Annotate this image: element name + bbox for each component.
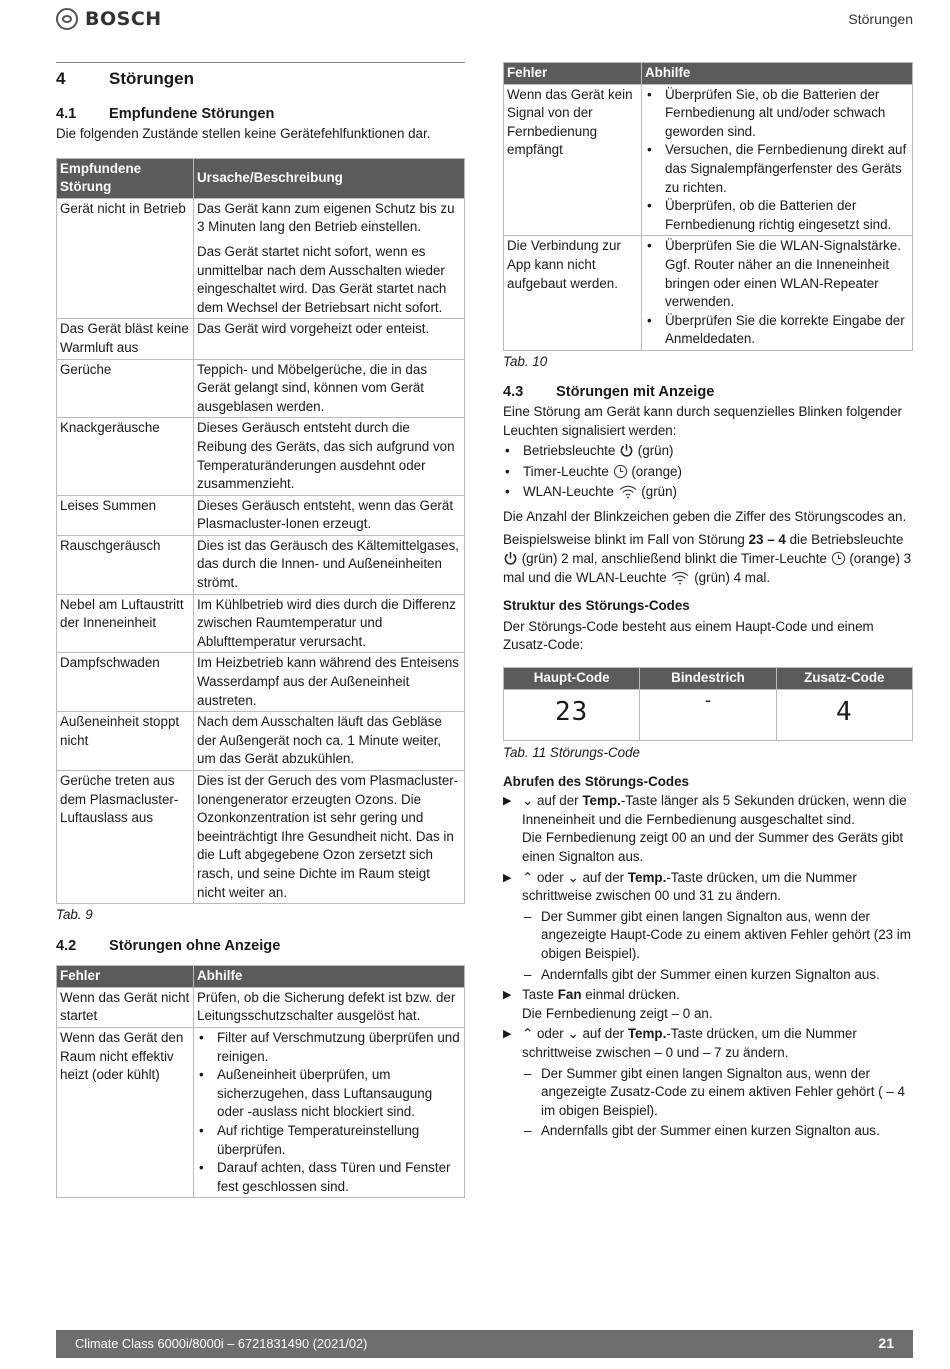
- table-row: [57, 653, 465, 712]
- table-row: [57, 1027, 465, 1197]
- structure-heading: Struktur des Störungs-Codes: [503, 598, 690, 614]
- step-text: -Taste drücken, um die Nummer schrittweise zwischen – 0 und – 7 zu ändern.: [522, 1026, 857, 1060]
- hyphen-cell: [640, 689, 776, 740]
- list-item: – Der Summer gibt einen langen Signalton aus, wenn der angezeigte Zusatz-Code zu einem aktiven Fehler gehört ( – 4 im obigen Beispiel).: [522, 1065, 913, 1121]
- fault-cell: Dampfschwaden: [57, 653, 194, 712]
- list-item: [503, 483, 913, 502]
- retrieve-heading: Abrufen des Störungs-Codes: [503, 773, 689, 789]
- fault-cell: Gerät nicht in Betrieb: [57, 198, 194, 319]
- fault-cell: Knackgeräusche: [57, 418, 194, 495]
- column-header: Fehler: [504, 63, 642, 85]
- column-header: Bindestrich: [640, 668, 776, 690]
- cause-text: Das Gerät startet nicht sofort, wenn es unmittelbar nach dem Ausschalten wieder eingeschaltet wird. Das Gerät startet nach dem Wechsel der Betriebsart nicht sofort.: [197, 243, 447, 315]
- chevron-down-icon: ⌄: [567, 869, 579, 885]
- table-row: [504, 84, 913, 236]
- bosch-armature-icon: [56, 8, 78, 30]
- remedy-list: [197, 1029, 461, 1196]
- column-header: Haupt-Code: [504, 668, 640, 690]
- wifi-icon: [670, 570, 690, 585]
- step-result: Die Fernbedienung zeigt – 0 an.: [522, 1005, 713, 1021]
- step-text: Taste: [522, 987, 558, 1003]
- section-intro: Eine Störung am Gerät kann durch sequenzielles Blinken folgender Leuchten signalisiert werden:: [503, 403, 902, 438]
- table-row: [57, 495, 465, 535]
- column-header: Fehler: [57, 966, 194, 988]
- fault-cell: Gerüche treten aus dem Plasmacluster-Luftauslass aus: [57, 771, 194, 904]
- chapter-title: Störungen: [109, 69, 194, 88]
- remedy-list: [645, 86, 909, 235]
- example-part: die Betriebsleuchte: [785, 532, 904, 548]
- list-item: • Auf richtige Temperatureinstellung überprüfen.: [197, 1122, 461, 1159]
- section-number: 4.3: [503, 383, 524, 400]
- example-part: Beispielsweise blinkt im Fall von Störung: [503, 532, 749, 548]
- example-part: (grün) 4 mal.: [690, 569, 771, 585]
- wifi-icon: [618, 484, 638, 499]
- column-header: Zusatz-Code: [776, 668, 912, 690]
- example-part: (orange) 3 mal und die WLAN-Leuchte: [503, 551, 912, 585]
- list-item: • Filter auf Verschmutzung überprüfen und reinigen.: [197, 1029, 461, 1066]
- faults-without-display-table: [56, 965, 465, 1198]
- section-title: Störungen: [848, 11, 913, 27]
- table-row: [57, 594, 465, 653]
- blink-count-text: Die Anzahl der Blinkzeichen geben die Ziffer des Störungscodes an.: [503, 508, 907, 524]
- section-heading-4-3: [503, 383, 913, 403]
- example-code: 23 – 4: [748, 532, 786, 548]
- list-item: • Darauf achten, dass Türen und Fenster fest geschlossen sind.: [197, 1159, 461, 1196]
- step-text: auf der: [578, 1026, 628, 1042]
- light-color: (orange): [631, 463, 682, 479]
- table-row: [57, 535, 465, 594]
- section-title: Störungen ohne Anzeige: [109, 938, 281, 955]
- light-label: Timer-Leuchte: [523, 463, 609, 479]
- fault-cell: Wenn das Gerät nicht startet: [57, 987, 194, 1027]
- light-color: (grün): [637, 443, 674, 459]
- fault-cell: Wenn das Gerät kein Signal von der Fernbedienung empfängt: [504, 84, 642, 236]
- table-caption: Tab. 9: [56, 907, 93, 923]
- table-row: [57, 771, 465, 904]
- left-column: [56, 62, 465, 1198]
- cause-cell: Das Gerät wird vorgeheizt oder enteist.: [194, 319, 465, 359]
- remedy-cell: Prüfen, ob die Sicherung defekt ist bzw. der Leitungsschutzschalter ausgelöst hat.: [194, 987, 465, 1027]
- column-header: Empfundene Störung: [57, 158, 194, 198]
- light-color: (grün): [641, 484, 678, 500]
- section-intro: Die folgenden Zustände stellen keine Gerätefehlfunktionen dar.: [56, 126, 431, 141]
- table-caption: Tab. 10: [503, 353, 548, 369]
- indicator-lights-list: [503, 442, 913, 502]
- key-name: Temp.: [582, 793, 621, 809]
- power-icon: [619, 443, 634, 458]
- step-item: [503, 1025, 913, 1141]
- table-row: [57, 987, 465, 1027]
- page-header: [56, 6, 913, 34]
- section-number: 4.1: [56, 106, 77, 122]
- column-header: Abhilfe: [642, 63, 913, 85]
- example-part: (grün) 2 mal, anschließend blinkt die Timer-Leuchte: [518, 551, 827, 567]
- footer-document-id: Climate Class 6000i/8000i – 6721831490 (2021/02): [75, 1336, 368, 1351]
- table-row: [57, 712, 465, 771]
- table-row: [57, 418, 465, 495]
- right-column: [503, 62, 913, 1141]
- remedy-cell: [642, 84, 913, 236]
- table-caption: Tab. 11 Störungs-Code: [503, 744, 640, 760]
- faults-without-display-table-continued: [503, 62, 913, 351]
- perceived-faults-table: [56, 158, 465, 905]
- fault-cell: Leises Summen: [57, 495, 194, 535]
- fault-cell: Das Gerät bläst keine Warmluft aus: [57, 319, 194, 359]
- page-footer: [56, 1330, 913, 1358]
- chevron-up-icon: ⌃: [522, 1026, 534, 1042]
- section-title: Störungen mit Anzeige: [556, 383, 715, 400]
- remedy-cell: [194, 1027, 465, 1197]
- table-row: [57, 359, 465, 418]
- step-result: Die Fernbedienung zeigt 00 an und der Summer des Geräts gibt einen Signalton aus.: [522, 830, 904, 864]
- cause-text: Das Gerät kann zum eigenen Schutz bis zu 3 Minuten lang den Betrieb einstellen.: [197, 200, 455, 235]
- brand-name: BOSCH: [85, 7, 162, 30]
- section-heading-4-1: [56, 105, 465, 125]
- key-name: Temp.: [627, 1026, 667, 1042]
- power-icon: [503, 551, 518, 566]
- bosch-logo: [56, 8, 162, 30]
- fault-cell: Außeneinheit stoppt nicht: [57, 712, 194, 771]
- table-row: [504, 236, 913, 351]
- chapter-heading: [56, 62, 465, 94]
- list-item: • Überprüfen, ob die Batterien der Fernbedienung richtig eingesetzt sind.: [645, 197, 909, 234]
- step-item: [503, 869, 913, 985]
- section-title: Empfundene Störungen: [109, 106, 275, 122]
- table-row: [504, 689, 913, 740]
- cause-cell: [194, 198, 465, 319]
- hyphen-display: -: [704, 689, 711, 710]
- step-text: -Taste drücken, um die Nummer schrittweise zwischen 00 und 31 zu ändern.: [522, 869, 857, 904]
- chapter-number: 4: [56, 69, 66, 88]
- table-row: [57, 198, 465, 319]
- clock-icon: [831, 551, 846, 566]
- list-item: – Andernfalls gibt der Summer einen kurzen Signalton aus.: [522, 1122, 913, 1141]
- list-item: [503, 442, 913, 461]
- extra-code-cell: [776, 689, 912, 740]
- step-text: oder: [533, 869, 568, 885]
- table-row: [57, 319, 465, 359]
- cause-cell: Dies ist der Geruch des vom Plasmacluster-Ionengenerator erzeugten Ozons. Die Ozonkonzentration ist sehr gering und beeinträchtigt Ihre Gesundheit nicht. Das in die Luft abgegebene Ozon zersetzt sich rasch, und seine Dichte im Raum steigt nicht weiter an.: [194, 771, 465, 904]
- step-text: auf der: [578, 869, 628, 885]
- key-name: Fan: [557, 987, 582, 1003]
- main-code-display: 23: [555, 697, 589, 728]
- step-text: -Taste länger als 5 Sekunden drücken, wenn die Inneneinheit und die Fernbedienung ausgeschaltet sind.: [522, 793, 907, 827]
- cause-cell: Im Heizbetrieb kann während des Enteisens Wasserdampf aus der Außeneinheit austreten.: [194, 653, 465, 712]
- cause-cell: Nach dem Ausschalten läuft das Gebläse der Außengerät noch ca. 1 Minute weiter, um das Gerät abzukühlen.: [194, 712, 465, 771]
- chevron-up-icon: ⌃: [522, 869, 534, 885]
- column-header: Ursache/Beschreibung: [194, 158, 465, 198]
- step-item: [503, 986, 913, 1023]
- list-item: – Andernfalls gibt der Summer einen kurzen Signalton aus.: [522, 966, 913, 985]
- example-text: [503, 531, 913, 587]
- cause-cell: Im Kühlbetrieb wird dies durch die Differenz zwischen Raumtemperatur und Ablufttemperatur verursacht.: [194, 594, 465, 653]
- step-item: [503, 792, 913, 866]
- fault-cell: Die Verbindung zur App kann nicht aufgebaut werden.: [504, 236, 642, 351]
- step-text: auf der: [533, 793, 583, 809]
- step-sublist: [522, 1065, 913, 1141]
- cause-cell: Dieses Geräusch entsteht durch die Reibung des Geräts, das sich aufgrund von Temperaturänderungen ausdehnt oder zusammenzieht.: [194, 418, 465, 495]
- list-item: – Der Summer gibt einen langen Signalton aus, wenn der angezeigte Haupt-Code zu einem aktiven Fehler gehört (23 im obigen Beispiel).: [522, 908, 913, 964]
- list-item: • Überprüfen Sie, ob die Batterien der Fernbedienung alt und/oder schwach geworden sind.: [645, 86, 909, 142]
- column-header: Abhilfe: [194, 966, 465, 988]
- extra-code-display: 4: [836, 697, 853, 728]
- key-name: Temp.: [627, 869, 667, 885]
- remedy-list: [645, 237, 909, 349]
- main-code-cell: [504, 689, 640, 740]
- list-item: • Außeneinheit überprüfen, um sicherzugehen, dass Luftansaugung oder -auslass nicht blockiert sind.: [197, 1066, 461, 1122]
- structure-text: Der Störungs-Code besteht aus einem Haupt-Code und einem Zusatz-Code:: [503, 618, 874, 653]
- fault-cell: Wenn das Gerät den Raum nicht effektiv heizt (oder kühlt): [57, 1027, 194, 1197]
- clock-icon: [613, 464, 628, 479]
- cause-cell: Dies ist das Geräusch des Kältemittelgases, das durch die Innen- und Außeneinheiten strömt.: [194, 535, 465, 594]
- light-label: Betriebsleuchte: [523, 443, 616, 459]
- fault-cell: Rauschgeräusch: [57, 535, 194, 594]
- fault-cell: Gerüche: [57, 359, 194, 418]
- step-text: oder: [533, 1026, 568, 1042]
- section-heading-4-2: [56, 937, 465, 957]
- chevron-down-icon: ⌄: [522, 793, 534, 809]
- cause-cell: Dieses Geräusch entsteht, wenn das Gerät Plasmacluster-Ionen erzeugt.: [194, 495, 465, 535]
- list-item: • Überprüfen Sie die WLAN-Signalstärke. Ggf. Router näher an die Inneneinheit bringen oder einen WLAN-Repeater verwenden.: [645, 237, 909, 311]
- fault-cell: Nebel am Luftaustritt der Inneneinheit: [57, 594, 194, 653]
- cause-cell: Teppich- und Möbelgerüche, die in das Gerät gelangt sind, können vom Gerät ausgeblasen werden.: [194, 359, 465, 418]
- section-number: 4.2: [56, 938, 77, 955]
- error-code-table: [503, 667, 913, 741]
- step-text: einmal drücken.: [581, 987, 680, 1003]
- light-label: WLAN-Leuchte: [523, 484, 614, 500]
- page-number: 21: [878, 1335, 894, 1351]
- remedy-cell: [642, 236, 913, 351]
- list-item: [503, 463, 913, 482]
- list-item: • Versuchen, die Fernbedienung direkt auf das Signalempfängerfenster des Geräts zu richten.: [645, 141, 909, 197]
- list-item: • Überprüfen Sie die korrekte Eingabe der Anmeldedaten.: [645, 312, 909, 349]
- chevron-down-icon: ⌄: [567, 1026, 579, 1042]
- instruction-steps: [503, 792, 913, 1141]
- step-sublist: [522, 908, 913, 984]
